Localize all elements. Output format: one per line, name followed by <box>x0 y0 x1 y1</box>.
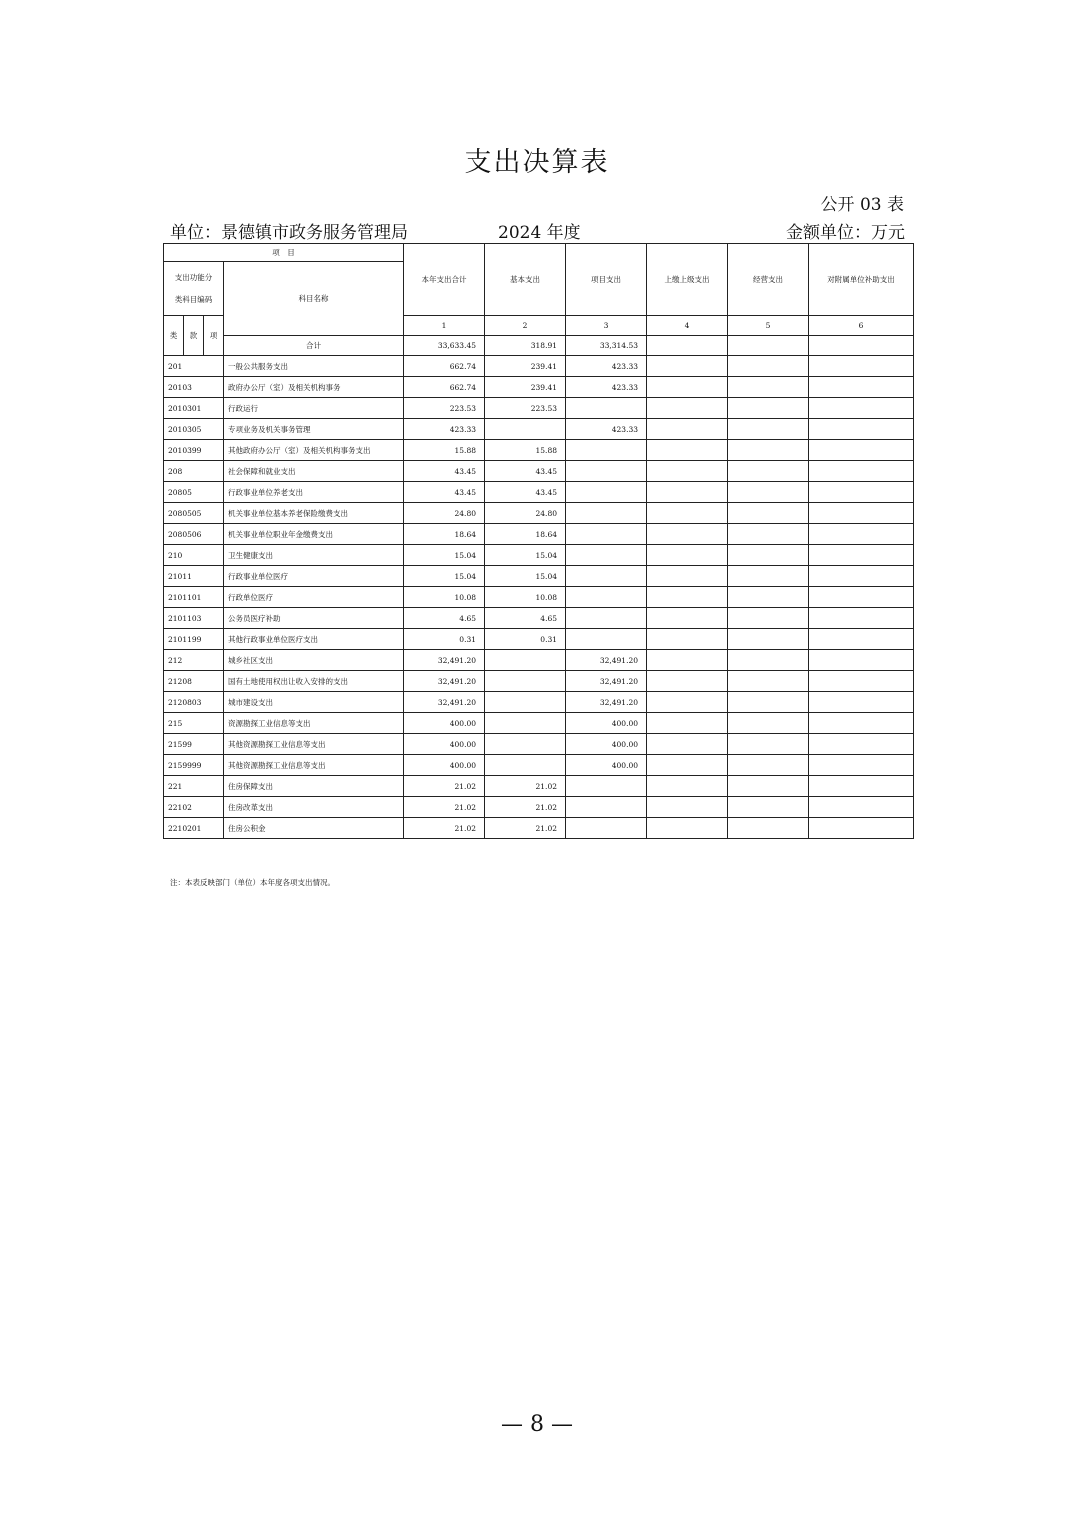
row-project <box>566 797 647 818</box>
row-subject-name: 其他资源勘探工业信息等支出 <box>224 755 404 776</box>
row-operating <box>728 650 809 671</box>
row-project: 400.00 <box>566 734 647 755</box>
table-row <box>164 797 914 818</box>
row-code: 2101199 <box>164 629 224 650</box>
row-total: 21.02 <box>404 797 485 818</box>
header-subject-name: 科目名称 <box>224 262 404 336</box>
row-upper <box>647 524 728 545</box>
row-total: 15.88 <box>404 440 485 461</box>
row-subsidy <box>809 629 914 650</box>
row-upper <box>647 692 728 713</box>
row-total: 662.74 <box>404 356 485 377</box>
total-value-1: 33,633.45 <box>404 336 485 356</box>
row-code: 2210201 <box>164 818 224 839</box>
row-basic: 4.65 <box>485 608 566 629</box>
row-subject-name: 机关事业单位基本养老保险缴费支出 <box>224 503 404 524</box>
row-upper <box>647 545 728 566</box>
row-upper <box>647 671 728 692</box>
row-code: 2101101 <box>164 587 224 608</box>
row-code: 2010301 <box>164 398 224 419</box>
row-code: 21599 <box>164 734 224 755</box>
row-code: 2120803 <box>164 692 224 713</box>
table-note: 注：本表反映部门（单位）本年度各项支出情况。 <box>170 878 335 887</box>
row-total: 15.04 <box>404 566 485 587</box>
row-upper <box>647 482 728 503</box>
row-basic <box>485 419 566 440</box>
row-subject-name: 其他资源勘探工业信息等支出 <box>224 734 404 755</box>
table-row <box>164 818 914 839</box>
row-upper <box>647 608 728 629</box>
year-label: 2024 年度 <box>498 223 581 243</box>
row-upper <box>647 629 728 650</box>
table-row <box>164 545 914 566</box>
header-func-code <box>164 262 224 316</box>
row-total: 21.02 <box>404 818 485 839</box>
row-subsidy <box>809 671 914 692</box>
row-operating <box>728 482 809 503</box>
row-total: 21.02 <box>404 776 485 797</box>
row-upper <box>647 818 728 839</box>
row-project <box>566 461 647 482</box>
row-basic: 10.08 <box>485 587 566 608</box>
row-code: 212 <box>164 650 224 671</box>
row-project: 400.00 <box>566 713 647 734</box>
row-operating <box>728 755 809 776</box>
total-value-4 <box>647 336 728 356</box>
row-total: 32,491.20 <box>404 650 485 671</box>
row-project <box>566 503 647 524</box>
row-upper <box>647 650 728 671</box>
row-total: 423.33 <box>404 419 485 440</box>
row-basic: 239.41 <box>485 377 566 398</box>
row-operating <box>728 398 809 419</box>
row-basic <box>485 734 566 755</box>
row-subsidy <box>809 734 914 755</box>
row-subsidy <box>809 776 914 797</box>
row-code: 2080505 <box>164 503 224 524</box>
row-subject-name: 机关事业单位职业年金缴费支出 <box>224 524 404 545</box>
header-project: 项 目 <box>164 244 404 262</box>
row-project <box>566 398 647 419</box>
row-operating <box>728 356 809 377</box>
col-num-1: 1 <box>404 316 485 336</box>
row-subject-name: 公务员医疗补助 <box>224 608 404 629</box>
row-project <box>566 566 647 587</box>
row-basic: 239.41 <box>485 356 566 377</box>
row-code: 2101103 <box>164 608 224 629</box>
row-code: 210 <box>164 545 224 566</box>
row-basic: 21.02 <box>485 776 566 797</box>
row-total: 10.08 <box>404 587 485 608</box>
header-col-project: 项目支出 <box>566 244 647 316</box>
row-subject-name: 行政运行 <box>224 398 404 419</box>
total-value-3: 33,314.53 <box>566 336 647 356</box>
row-code: 20103 <box>164 377 224 398</box>
row-total: 32,491.20 <box>404 692 485 713</box>
total-label: 合计 <box>224 336 404 356</box>
row-total: 43.45 <box>404 482 485 503</box>
row-operating <box>728 608 809 629</box>
table-row <box>164 524 914 545</box>
row-total: 662.74 <box>404 377 485 398</box>
row-subject-name: 行政事业单位养老支出 <box>224 482 404 503</box>
header-func-code-line1: 支出功能分 <box>174 272 213 282</box>
row-upper <box>647 398 728 419</box>
row-subsidy <box>809 377 914 398</box>
row-operating <box>728 734 809 755</box>
row-subject-name: 卫生健康支出 <box>224 545 404 566</box>
row-subject-name: 其他政府办公厅（室）及相关机构事务支出 <box>224 440 404 461</box>
row-subsidy <box>809 482 914 503</box>
row-code: 22102 <box>164 797 224 818</box>
row-subject-name: 社会保障和就业支出 <box>224 461 404 482</box>
row-subsidy <box>809 461 914 482</box>
row-basic: 43.45 <box>485 461 566 482</box>
row-operating <box>728 524 809 545</box>
row-total: 18.64 <box>404 524 485 545</box>
row-project <box>566 587 647 608</box>
row-basic: 18.64 <box>485 524 566 545</box>
row-operating <box>728 818 809 839</box>
row-project <box>566 818 647 839</box>
row-total: 0.31 <box>404 629 485 650</box>
table-row <box>164 776 914 797</box>
row-basic <box>485 650 566 671</box>
page-number: — 8 — <box>501 1412 573 1437</box>
row-upper <box>647 797 728 818</box>
header-col-operating: 经营支出 <box>728 244 809 316</box>
row-subject-name: 城乡社区支出 <box>224 650 404 671</box>
table-row <box>164 713 914 734</box>
row-code: 208 <box>164 461 224 482</box>
header-kuan: 款 <box>184 316 204 356</box>
row-subject-name: 政府办公厅（室）及相关机构事务 <box>224 377 404 398</box>
table-row <box>164 482 914 503</box>
row-upper <box>647 419 728 440</box>
row-subsidy <box>809 503 914 524</box>
row-basic <box>485 755 566 776</box>
table-row <box>164 419 914 440</box>
row-upper <box>647 503 728 524</box>
header-lei: 类 <box>164 316 184 356</box>
row-project: 423.33 <box>566 419 647 440</box>
header-func-code-line2: 类科目编码 <box>174 294 213 304</box>
table-row <box>164 692 914 713</box>
row-operating <box>728 797 809 818</box>
row-code: 2080506 <box>164 524 224 545</box>
row-code: 2010399 <box>164 440 224 461</box>
table-row <box>164 650 914 671</box>
row-total: 15.04 <box>404 545 485 566</box>
row-subsidy <box>809 797 914 818</box>
row-project: 32,491.20 <box>566 650 647 671</box>
row-project: 400.00 <box>566 755 647 776</box>
row-code: 21208 <box>164 671 224 692</box>
row-subsidy <box>809 608 914 629</box>
table-row <box>164 755 914 776</box>
col-num-5: 5 <box>728 316 809 336</box>
row-subsidy <box>809 566 914 587</box>
unit-label: 单位：景德镇市政务服务管理局 <box>170 223 408 243</box>
table-row <box>164 566 914 587</box>
row-upper <box>647 755 728 776</box>
row-operating <box>728 776 809 797</box>
row-basic: 0.31 <box>485 629 566 650</box>
row-code: 221 <box>164 776 224 797</box>
table-row <box>164 461 914 482</box>
row-subject-name: 其他行政事业单位医疗支出 <box>224 629 404 650</box>
row-subsidy <box>809 818 914 839</box>
row-project <box>566 608 647 629</box>
row-code: 20805 <box>164 482 224 503</box>
header-col-subsidy: 对附属单位补助支出 <box>809 244 914 316</box>
header-col-upper: 上缴上级支出 <box>647 244 728 316</box>
table-row <box>164 356 914 377</box>
total-value-5 <box>728 336 809 356</box>
table-row <box>164 503 914 524</box>
money-unit-label: 金额单位：万元 <box>786 223 905 243</box>
row-subject-name: 住房公积金 <box>224 818 404 839</box>
row-code: 201 <box>164 356 224 377</box>
row-subject-name: 资源勘探工业信息等支出 <box>224 713 404 734</box>
row-upper <box>647 440 728 461</box>
row-project: 32,491.20 <box>566 692 647 713</box>
row-basic: 15.04 <box>485 545 566 566</box>
row-subsidy <box>809 356 914 377</box>
row-project <box>566 545 647 566</box>
row-subject-name: 一般公共服务支出 <box>224 356 404 377</box>
row-operating <box>728 461 809 482</box>
row-operating <box>728 440 809 461</box>
row-operating <box>728 419 809 440</box>
table-row <box>164 734 914 755</box>
row-project: 423.33 <box>566 377 647 398</box>
row-basic: 15.04 <box>485 566 566 587</box>
row-operating <box>728 503 809 524</box>
row-operating <box>728 587 809 608</box>
row-total: 43.45 <box>404 461 485 482</box>
row-basic <box>485 671 566 692</box>
row-subsidy <box>809 419 914 440</box>
row-subsidy <box>809 587 914 608</box>
row-upper <box>647 377 728 398</box>
row-upper <box>647 776 728 797</box>
total-row <box>164 336 914 356</box>
row-basic: 24.80 <box>485 503 566 524</box>
row-subject-name: 国有土地使用权出让收入安排的支出 <box>224 671 404 692</box>
row-subsidy <box>809 440 914 461</box>
row-subsidy <box>809 713 914 734</box>
row-upper <box>647 356 728 377</box>
meta-row <box>170 218 905 242</box>
row-project: 32,491.20 <box>566 671 647 692</box>
total-value-2: 318.91 <box>485 336 566 356</box>
total-value-6 <box>809 336 914 356</box>
row-subject-name: 专项业务及机关事务管理 <box>224 419 404 440</box>
row-subsidy <box>809 545 914 566</box>
row-subsidy <box>809 524 914 545</box>
page-title: 支出决算表 <box>464 147 610 178</box>
expenditure-table <box>163 243 914 839</box>
col-num-2: 2 <box>485 316 566 336</box>
row-project <box>566 440 647 461</box>
row-basic <box>485 692 566 713</box>
row-operating <box>728 671 809 692</box>
row-code: 215 <box>164 713 224 734</box>
table-row <box>164 440 914 461</box>
row-upper <box>647 713 728 734</box>
header-col-basic: 基本支出 <box>485 244 566 316</box>
row-basic: 15.88 <box>485 440 566 461</box>
row-total: 400.00 <box>404 734 485 755</box>
row-total: 4.65 <box>404 608 485 629</box>
row-operating <box>728 692 809 713</box>
row-operating <box>728 566 809 587</box>
table-row <box>164 671 914 692</box>
row-subsidy <box>809 398 914 419</box>
row-subject-name: 行政单位医疗 <box>224 587 404 608</box>
row-operating <box>728 377 809 398</box>
table-row <box>164 608 914 629</box>
row-total: 400.00 <box>404 755 485 776</box>
header-xiang: 项 <box>204 316 224 356</box>
row-code: 2159999 <box>164 755 224 776</box>
row-upper <box>647 587 728 608</box>
row-upper <box>647 566 728 587</box>
header-col-total: 本年支出合计 <box>404 244 485 316</box>
row-subject-name: 住房改革支出 <box>224 797 404 818</box>
row-total: 400.00 <box>404 713 485 734</box>
table-row <box>164 587 914 608</box>
col-num-3: 3 <box>566 316 647 336</box>
row-total: 32,491.20 <box>404 671 485 692</box>
row-total: 223.53 <box>404 398 485 419</box>
table-row <box>164 629 914 650</box>
row-subsidy <box>809 755 914 776</box>
table-row <box>164 377 914 398</box>
row-project <box>566 482 647 503</box>
row-total: 24.80 <box>404 503 485 524</box>
row-subject-name: 住房保障支出 <box>224 776 404 797</box>
col-num-4: 4 <box>647 316 728 336</box>
row-basic: 21.02 <box>485 797 566 818</box>
row-project: 423.33 <box>566 356 647 377</box>
row-project <box>566 524 647 545</box>
row-operating <box>728 713 809 734</box>
row-upper <box>647 734 728 755</box>
form-number: 公开 03 表 <box>820 195 904 215</box>
row-basic: 43.45 <box>485 482 566 503</box>
row-basic: 223.53 <box>485 398 566 419</box>
row-operating <box>728 545 809 566</box>
row-subject-name: 城市建设支出 <box>224 692 404 713</box>
row-project <box>566 629 647 650</box>
table-row <box>164 398 914 419</box>
row-code: 21011 <box>164 566 224 587</box>
row-code: 2010305 <box>164 419 224 440</box>
row-project <box>566 776 647 797</box>
col-num-6: 6 <box>809 316 914 336</box>
row-upper <box>647 461 728 482</box>
row-basic <box>485 713 566 734</box>
row-subject-name: 行政事业单位医疗 <box>224 566 404 587</box>
row-basic: 21.02 <box>485 818 566 839</box>
row-subsidy <box>809 692 914 713</box>
row-subsidy <box>809 650 914 671</box>
row-operating <box>728 629 809 650</box>
